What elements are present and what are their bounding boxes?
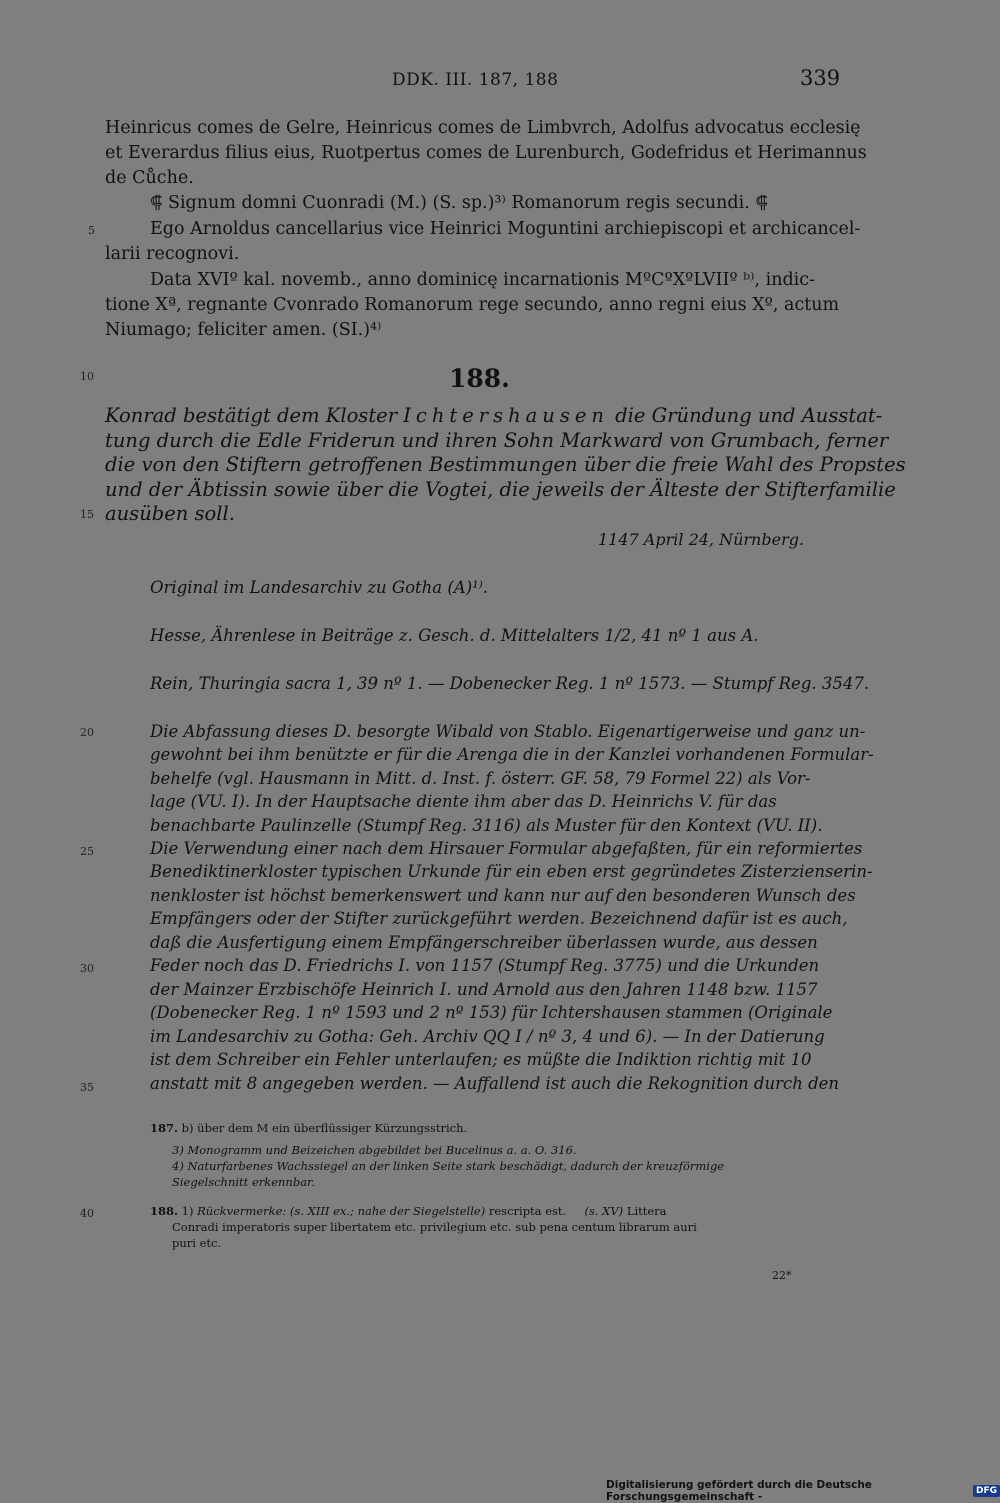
commentary-line: nenkloster ist höchst bemerkenswert und kann nur auf den besonderen Wunsch des bbox=[150, 886, 856, 905]
regest-line: tung durch die Edle Friderun und ihren Sohn Markward von Grumbach, ferner bbox=[105, 429, 889, 452]
line-number: 30 bbox=[80, 962, 94, 975]
footnote-187-3: 3) Monogramm und Beizeichen abgebildet bei Bucelinus a. a. O. 316. bbox=[172, 1143, 577, 1157]
footnote-label: 188. bbox=[150, 1204, 179, 1218]
footnote-187-4-cont: Siegelschnitt erkennbar. bbox=[172, 1175, 315, 1189]
footnote-187b bbox=[150, 1122, 467, 1135]
commentary-line: Feder noch das D. Friedrichs I. von 1157 (Stumpf Reg. 3775) und die Urkunden bbox=[150, 956, 820, 975]
footnote-text: Littera bbox=[626, 1204, 667, 1218]
text-line: larii recognovi. bbox=[105, 244, 240, 264]
regest-line: ausüben soll. bbox=[105, 502, 235, 525]
commentary-line: Die Verwendung einer nach dem Hirsauer Formular abgefaßten, für ein reformiertes bbox=[150, 839, 863, 858]
commentary-line: Empfängers oder der Stifter zurückgeführt werden. Bezeichnend dafür ist es auch, bbox=[150, 909, 848, 928]
running-header: DDK. III. 187, 188 bbox=[392, 70, 559, 90]
signum-line: ⸿ Signum domni Cuonradi (M.) (S. sp.)³⁾ Romanorum regis secundi. ⸿ bbox=[150, 193, 768, 213]
regest-text: die Gründung und Ausstat- bbox=[608, 404, 883, 427]
commentary-line: der Mainzer Erzbischöfe Heinrich I. und Arnold aus den Jahren 1148 bzw. 1157 bbox=[150, 980, 818, 999]
line-number: 40 bbox=[80, 1207, 94, 1220]
regest-line: die von den Stiftern getroffenen Bestimmungen über die freie Wahl des Propstes bbox=[105, 453, 906, 476]
text-line: Heinricus comes de Gelre, Heinricus comes de Limbvrch, Adolfus advocatus ecclesię bbox=[105, 118, 861, 138]
dateline: 1147 April 24, Nürnberg. bbox=[598, 530, 805, 549]
commentary-line: Die Abfassung dieses D. besorgte Wibald von Stablo. Eigenartigerweise und ganz un- bbox=[150, 722, 866, 741]
commentary-line: gewohnt bei ihm benützte er für die Arenga die in der Kanzlei vorhandenen Formular- bbox=[150, 745, 874, 764]
commentary-line: im Landesarchiv zu Gotha: Geh. Archiv QQ I / nº 3, 4 und 6). — In der Datierung bbox=[150, 1027, 825, 1046]
commentary-line: (Dobenecker Reg. 1 nº 1593 und 2 nº 153) für Ichtershausen stammen (Originale bbox=[150, 1003, 833, 1022]
source-line: Original im Landesarchiv zu Gotha (A)¹⁾. bbox=[150, 578, 489, 597]
source-line: Rein, Thuringia sacra 1, 39 nº 1. — Dobenecker Reg. 1 nº 1573. — Stumpf Reg. 3547. bbox=[150, 674, 870, 693]
text-line: de Cůche. bbox=[105, 168, 194, 188]
footnote-text: rescripta est. bbox=[488, 1204, 567, 1218]
text-line: tione Xª, regnante Cvonrado Romanorum rege secundo, anno regni eius Xº, actum bbox=[105, 295, 840, 315]
commentary-line: Benediktinerkloster typischen Urkunde für ein eben erst gegründetes Zisterzienserin- bbox=[150, 862, 873, 881]
signature-mark: 22* bbox=[772, 1269, 792, 1282]
commentary-line: benachbarte Paulinzelle (Stumpf Reg. 3116) als Muster für den Kontext (VU. II). bbox=[150, 816, 823, 835]
commentary-line: lage (VU. I). In der Hauptsache diente ihm aber das D. Heinrichs V. für das bbox=[150, 792, 777, 811]
line-number: 10 bbox=[80, 370, 94, 383]
regest-placename: Ichtershausen bbox=[403, 404, 609, 427]
footnote-label: 187. bbox=[150, 1121, 179, 1135]
line-number: 5 bbox=[88, 224, 95, 237]
regest-text: Konrad bestätigt dem Kloster bbox=[105, 404, 404, 427]
text-line: Niumago; feliciter amen. (SI.)⁴⁾ bbox=[105, 320, 382, 340]
page-number: 339 bbox=[800, 66, 841, 90]
footnote-187-4: 4) Naturfarbenes Wachssiegel an der linken Seite stark beschädigt, dadurch der kreuzförmige bbox=[172, 1159, 725, 1173]
text-line: et Everardus filius eius, Ruotpertus comes de Lurenburch, Godefridus et Herimannus bbox=[105, 143, 867, 163]
text-line: Data XVIº kal. novemb., anno dominicę incarnationis MºCºXºLVIIº ᵇ⁾, indic- bbox=[150, 270, 815, 290]
dfg-logo-icon: DFG bbox=[973, 1485, 1000, 1497]
regest-line bbox=[105, 404, 882, 429]
footnote-188-1-cont: Conradi imperatoris super libertatem etc. privilegium etc. sub pena centum librarum auri bbox=[172, 1220, 697, 1234]
text-line: Ego Arnoldus cancellarius vice Heinrici Moguntini archiepiscopi et archicancel- bbox=[150, 219, 861, 239]
dfg-credit-text: Digitalisierung gefördert durch die Deutsche Forschungsgemeinschaft - bbox=[606, 1479, 872, 1503]
footnote-text: Rückvermerke: (s. XIII ex.; nahe der Siegelstelle) bbox=[197, 1204, 486, 1218]
commentary-line: anstatt mit 8 angegeben werden. — Auffallend ist auch die Rekognition durch den bbox=[150, 1074, 840, 1093]
line-number: 35 bbox=[80, 1081, 94, 1094]
commentary-line: daß die Ausfertigung einem Empfängerschreiber überlassen wurde, aus dessen bbox=[150, 933, 818, 952]
footnote-text: b) über dem M ein überflüssiger Kürzungsstrich. bbox=[181, 1121, 468, 1135]
footnote-text: (s. XV) bbox=[584, 1204, 624, 1218]
regest-line: und der Äbtissin sowie über die Vogtei, die jeweils der Älteste der Stifterfamilie bbox=[105, 478, 896, 501]
source-line: Hesse, Ährenlese in Beiträge z. Gesch. d. Mittelalters 1/2, 41 nº 1 aus A. bbox=[150, 626, 759, 645]
footnote-num: 1) bbox=[181, 1204, 194, 1218]
footnote-188-1-cont: puri etc. bbox=[172, 1236, 222, 1250]
line-number: 15 bbox=[80, 508, 94, 521]
line-number: 25 bbox=[80, 845, 94, 858]
commentary-line: behelfe (vgl. Hausmann in Mitt. d. Inst. f. österr. GF. 58, 79 Formel 22) als Vor- bbox=[150, 769, 811, 788]
footnote-188-1 bbox=[150, 1205, 667, 1218]
document-number: 188. bbox=[449, 364, 510, 393]
line-number: 20 bbox=[80, 726, 94, 739]
dfg-credit bbox=[606, 1479, 1000, 1503]
commentary-line: ist dem Schreiber ein Fehler unterlaufen; es müßte die Indiktion richtig mit 10 bbox=[150, 1050, 812, 1069]
